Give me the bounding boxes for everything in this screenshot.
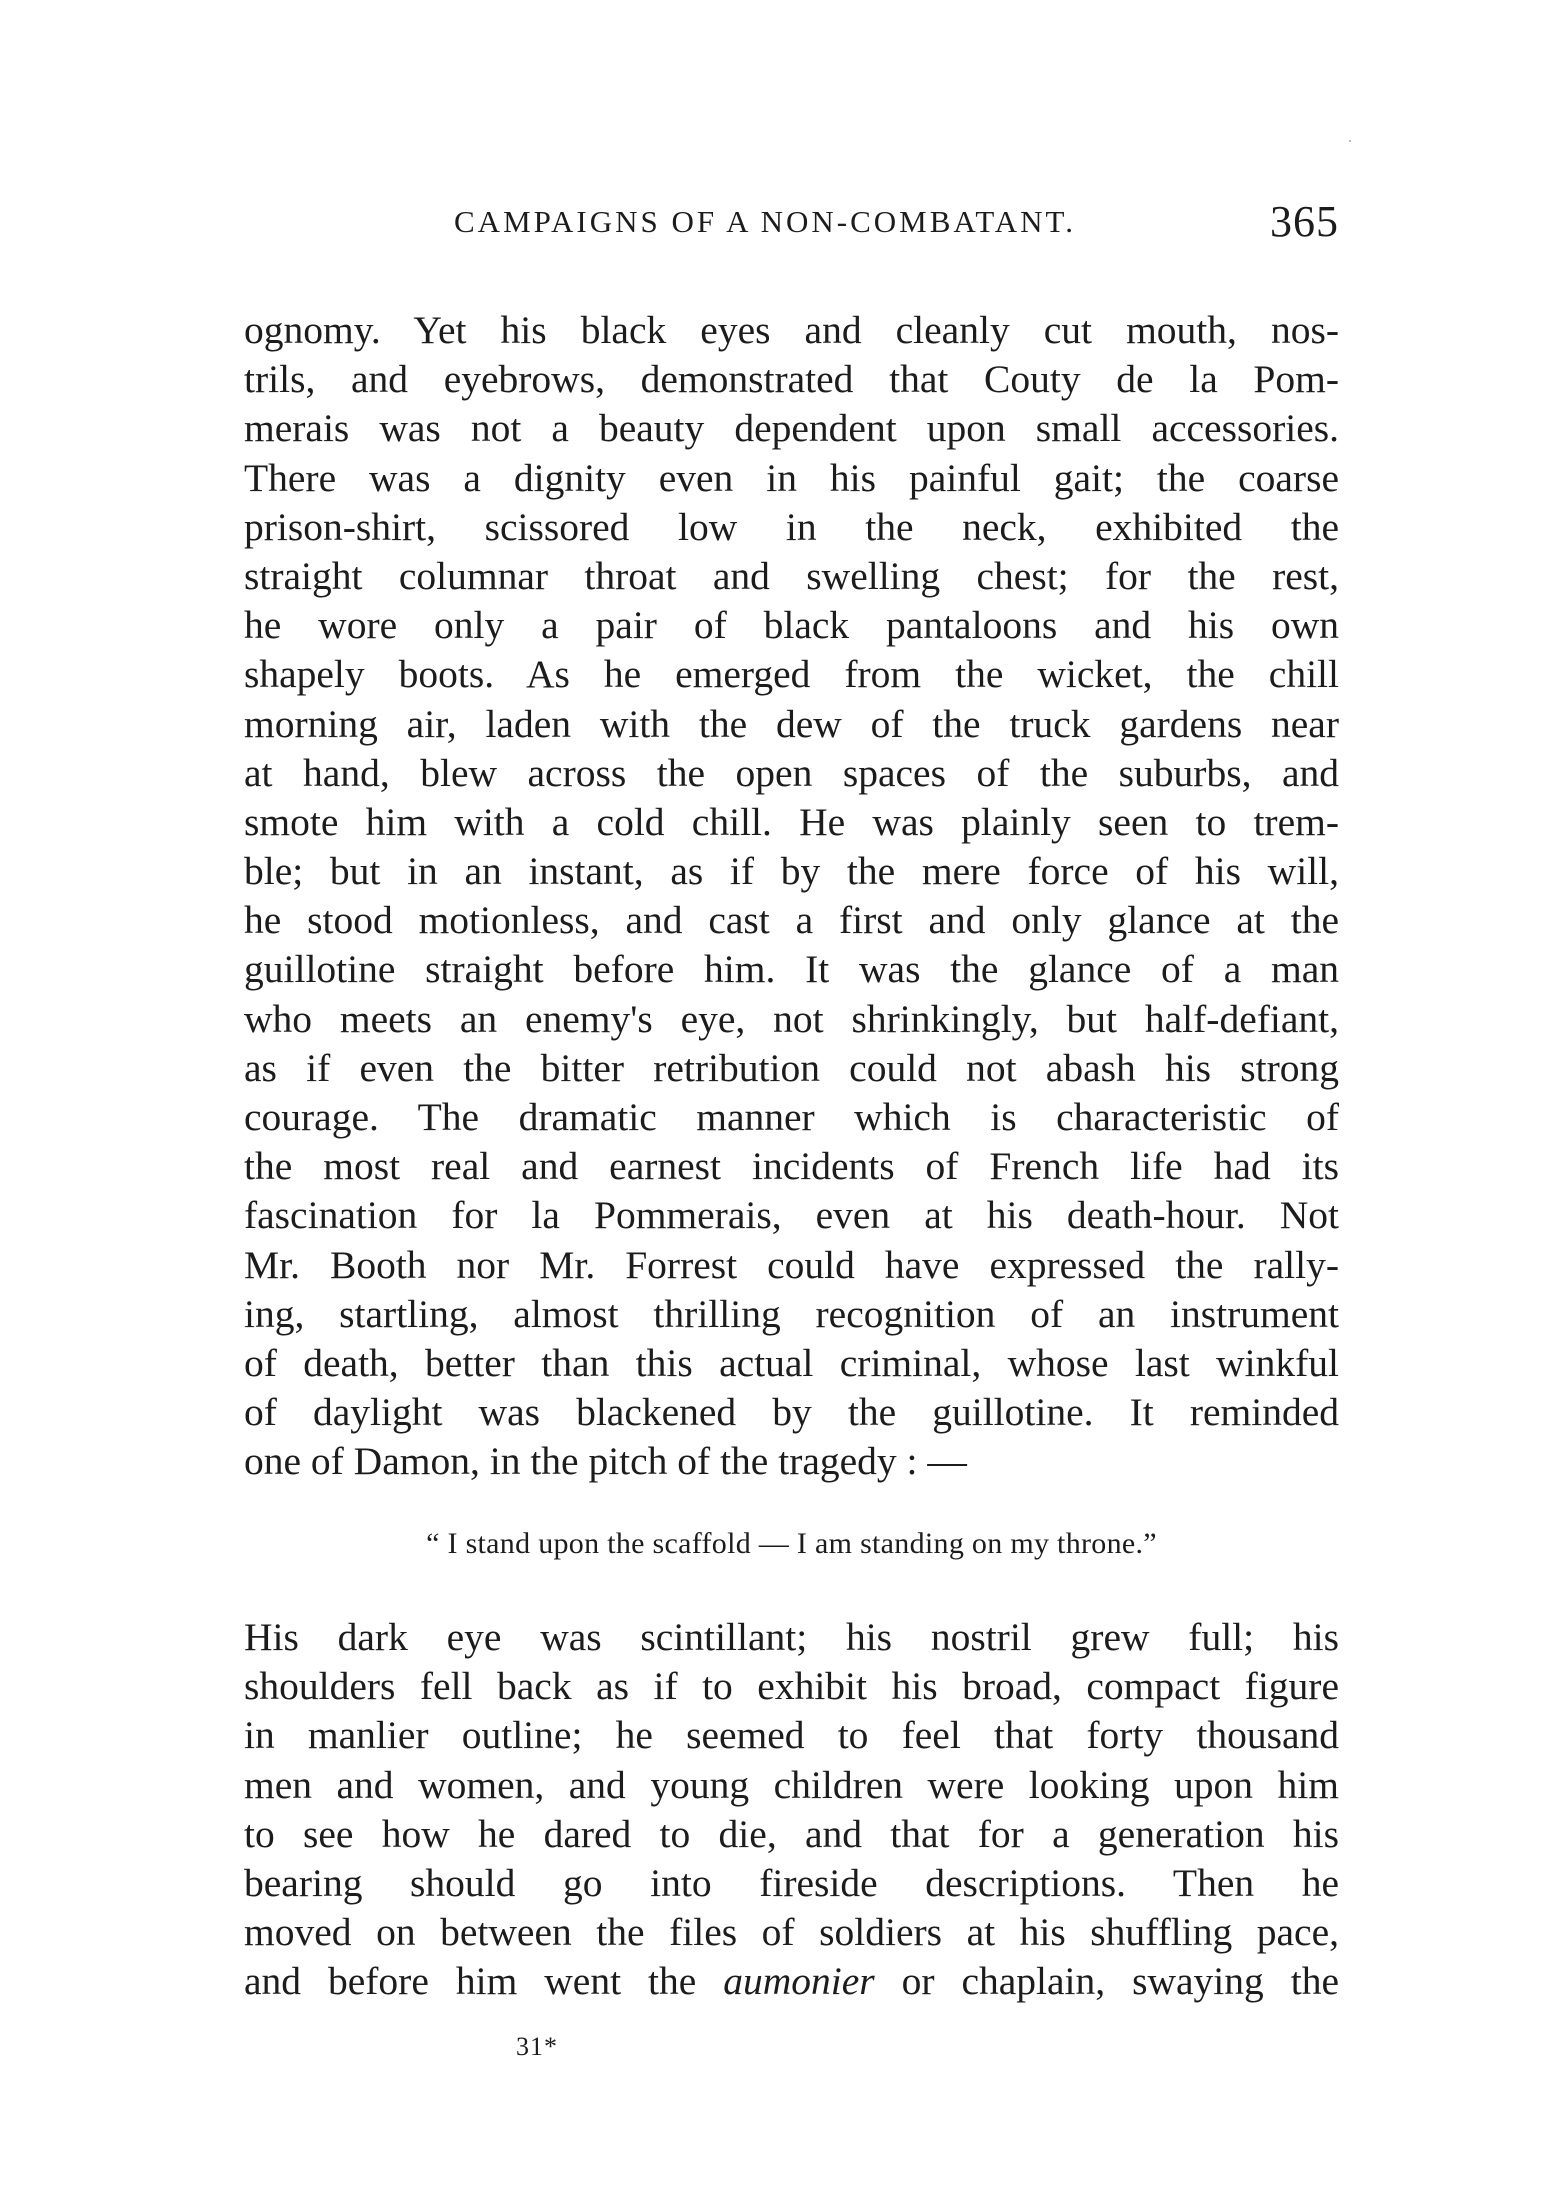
text-line: bearing should go into fireside descriptions. Then he — [244, 1860, 1339, 1905]
running-head — [244, 196, 1339, 256]
text-line: who meets an enemy's eye, not shrinkingly, but half-defiant, — [244, 996, 1339, 1041]
text-line: courage. The dramatic manner which is characteristic of — [244, 1095, 1339, 1139]
text-line: Mr. Booth nor Mr. Forrest could have expressed the rally- — [244, 1242, 1339, 1287]
text-line: of death, better than this actual criminal, whose last winkful — [244, 1340, 1339, 1385]
text-line: to see how he dared to die, and that for a generation his — [244, 1811, 1339, 1856]
text-line: smote him with a cold chill. He was plainly seen to trem- — [244, 799, 1339, 844]
text-line: trils, and eyebrows, demonstrated that Couty de la Pom- — [244, 357, 1339, 402]
text-line: morning air, laden with the dew of the truck gardens near — [244, 701, 1339, 746]
block-quotation: “ I stand upon the scaffold — I am standing on my throne.” — [426, 1527, 1157, 1560]
text-line: ing, startling, almost thrilling recognition of an instrument — [244, 1291, 1339, 1336]
text-line: moved on between the files of soldiers at his shuffling pace, — [244, 1910, 1339, 1955]
text-line: ognomy. Yet his black eyes and cleanly cut mouth, nos- — [244, 308, 1339, 352]
paragraph — [244, 1613, 1339, 2007]
text-line: at hand, blew across the open spaces of the suburbs, and — [244, 750, 1339, 795]
text-line: shoulders fell back as if to exhibit his broad, compact figure — [244, 1664, 1339, 1709]
text-line: guillotine straight before him. It was the glance of a man — [244, 947, 1339, 992]
text-run: or chaplain, swaying the — [874, 1959, 1339, 2004]
text-line: the most real and earnest incidents of French life had its — [244, 1144, 1339, 1189]
text-line: fascination for la Pommerais, even at his death-hour. Not — [244, 1193, 1339, 1238]
signature-mark: 31* — [516, 2032, 558, 2061]
italic-term: aumonier — [723, 1959, 875, 2004]
text-line: men and women, and young children were looking upon him — [244, 1762, 1339, 1807]
text-line: shapely boots. As he emerged from the wicket, the chill — [244, 652, 1339, 697]
running-title: CAMPAIGNS OF A NON-COMBATANT. — [454, 204, 1076, 239]
text-line: he stood motionless, and cast a first and only glance at the — [244, 898, 1339, 943]
text-line — [244, 1957, 1339, 2006]
scan-speck — [1349, 140, 1351, 142]
text-run: and before him went the — [244, 1959, 724, 2004]
paragraph-continued — [244, 306, 1339, 1487]
text-line: His dark eye was scintillant; his nostril grew full; his — [244, 1615, 1339, 1659]
text-line: ble; but in an instant, as if by the mere force of his will, — [244, 849, 1339, 894]
text-line: prison-shirt, scissored low in the neck, exhibited the — [244, 504, 1339, 549]
text-line: of daylight was blackened by the guillotine. It reminded — [244, 1390, 1339, 1435]
text-line: There was a dignity even in his painful gait; the coarse — [244, 455, 1339, 500]
text-line: one of Damon, in the pitch of the tragedy : — — [244, 1439, 967, 1484]
text-line: in manlier outline; he seemed to feel that forty thousand — [244, 1713, 1339, 1758]
page-number: 365 — [1270, 197, 1339, 246]
text-line: straight columnar throat and swelling chest; for the rest, — [244, 553, 1339, 598]
text-line: merais was not a beauty dependent upon small accessories. — [244, 406, 1339, 451]
text-line: as if even the bitter retribution could not abash his strong — [244, 1045, 1339, 1090]
text-line: he wore only a pair of black pantaloons and his own — [244, 603, 1339, 648]
